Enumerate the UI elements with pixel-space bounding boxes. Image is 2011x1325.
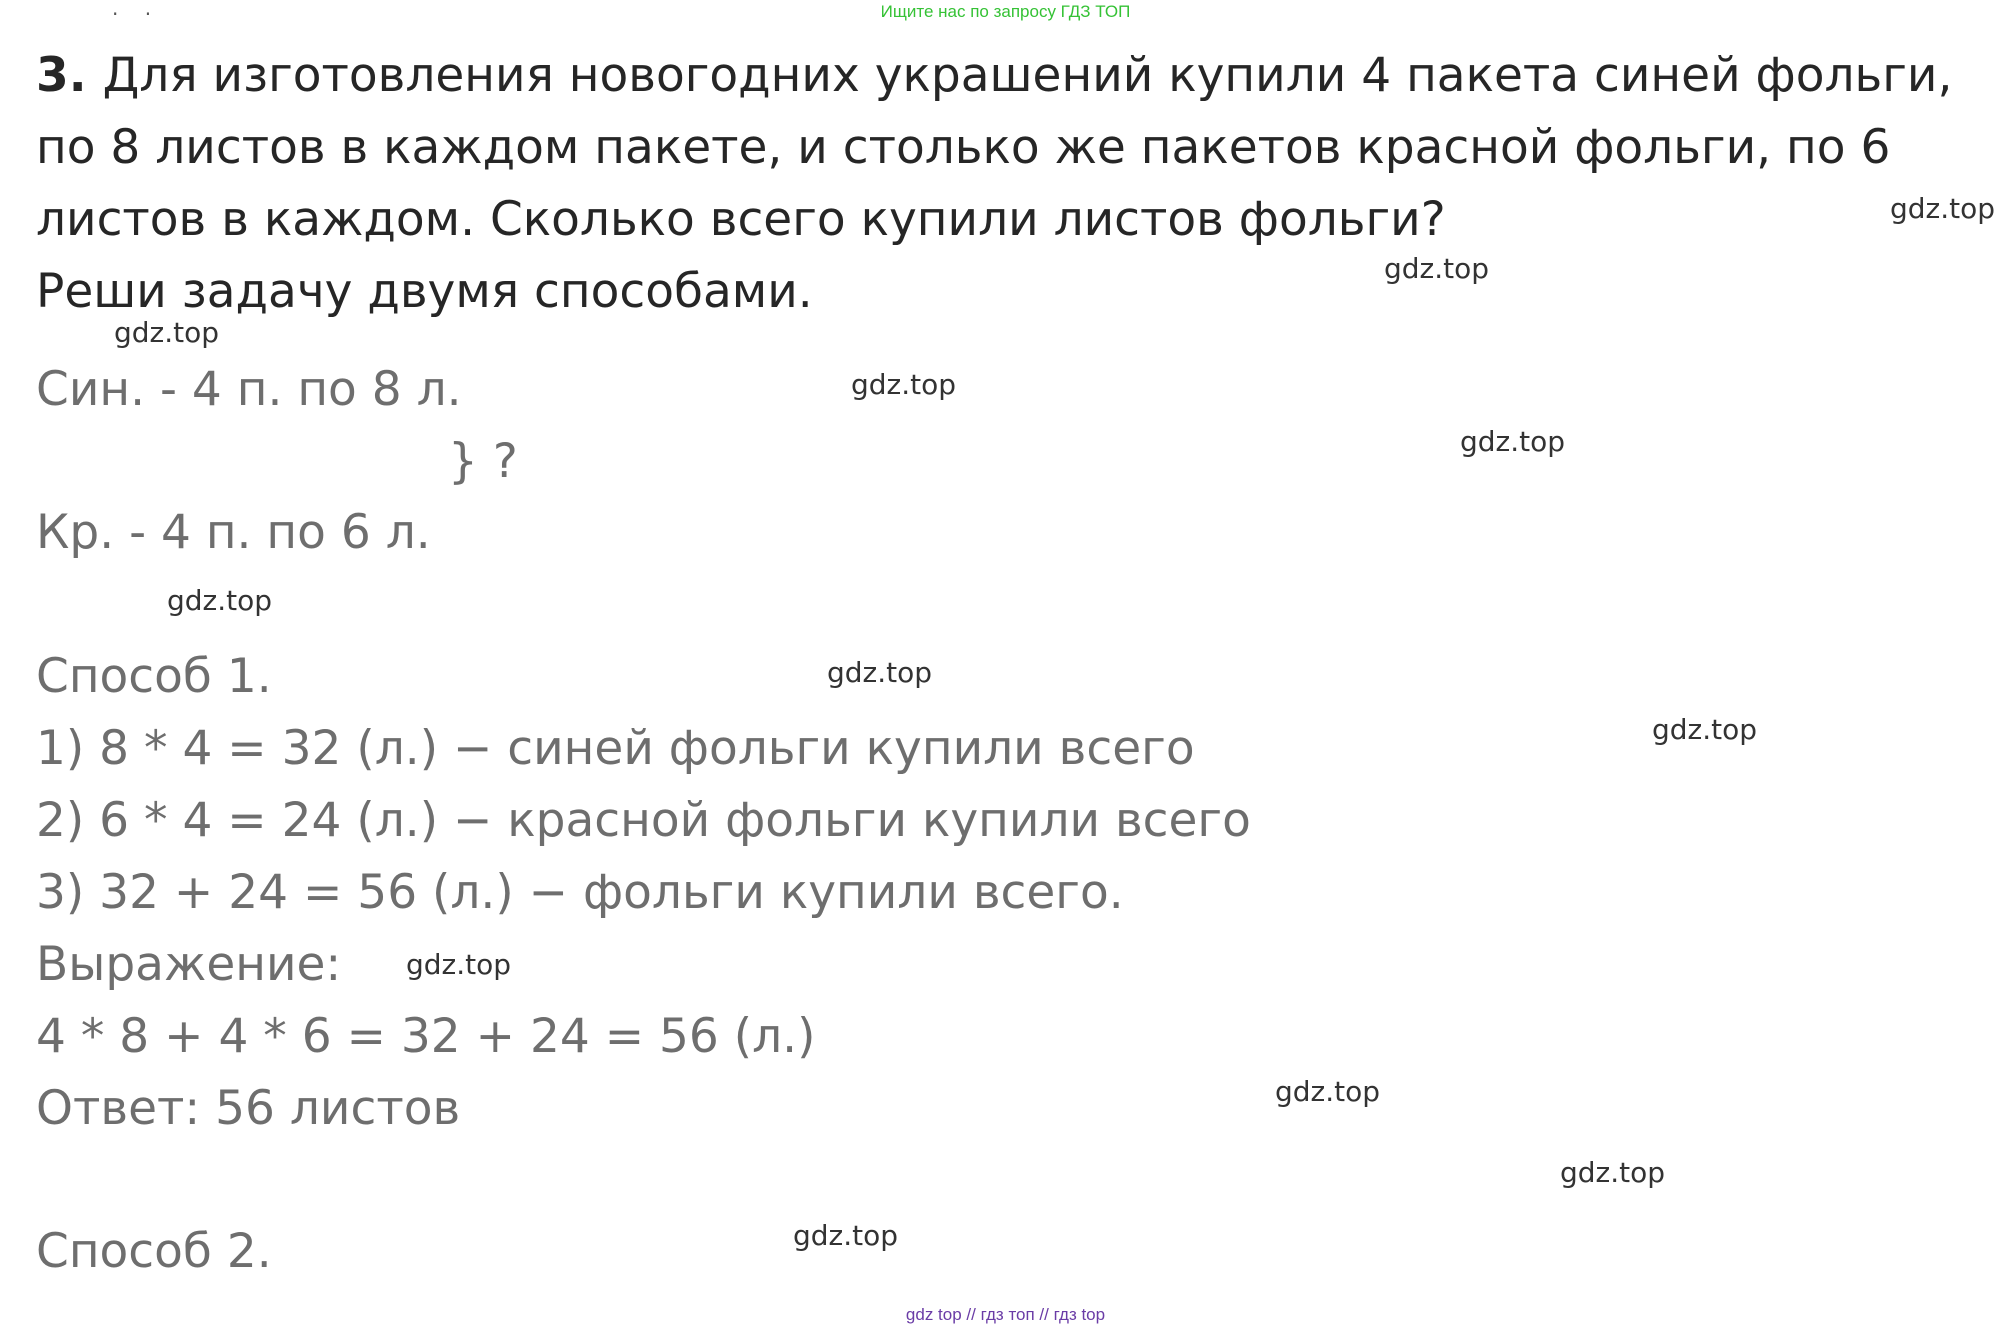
- answer: Ответ: 56 листов: [36, 1081, 461, 1136]
- watermark: gdz.top: [827, 656, 933, 689]
- condition-blue: Син. - 4 п. по 8 л.: [36, 362, 462, 417]
- method1-step-2: 2) 6 * 4 = 24 (л.) − красной фольги купили всего: [36, 793, 1251, 848]
- watermark: gdz.top: [114, 316, 220, 349]
- footer-credits: gdz top // гдз топ // гдз top: [905, 1305, 1106, 1324]
- method1-step-1: 1) 8 * 4 = 32 (л.) − синей фольги купили всего: [36, 721, 1195, 776]
- method2-title: Способ 2.: [36, 1224, 272, 1279]
- watermark: gdz.top: [1384, 252, 1490, 285]
- task-number: 3.: [36, 48, 87, 103]
- watermark: gdz.top: [1560, 1156, 1666, 1189]
- watermark: gdz.top: [793, 1219, 899, 1252]
- watermark: gdz.top: [1652, 713, 1758, 746]
- watermark: gdz.top: [851, 368, 957, 401]
- watermark: gdz.top: [167, 584, 273, 617]
- task-text: Для изготовления новогодних украшений купили 4 пакета синей фольги, по 8 листов в каждом пакете, и столько же пакетов красной фольги, по 6 листов в каждом. Сколько всего купили листов фольги?: [36, 48, 1953, 247]
- method1-title: Способ 1.: [36, 649, 272, 704]
- watermark: gdz.top: [1275, 1075, 1381, 1108]
- task-paragraph: [36, 40, 1976, 256]
- watermark: gdz.top: [1890, 192, 1996, 225]
- top-banner: Ищите нас по запросу ГДЗ ТОП: [880, 2, 1131, 21]
- condition-red: Кр. - 4 п. по 6 л.: [36, 505, 431, 560]
- task-statement: [36, 40, 1976, 328]
- corner-mark: · ·: [112, 2, 162, 26]
- expression-label: Выражение:: [36, 937, 342, 992]
- task-instruction: Реши задачу двумя способами.: [36, 264, 813, 319]
- method1-step-3: 3) 32 + 24 = 56 (л.) − фольги купили всего.: [36, 865, 1124, 920]
- watermark: gdz.top: [406, 948, 512, 981]
- condition-brace: } ?: [448, 434, 518, 489]
- watermark: gdz.top: [1460, 425, 1566, 458]
- expression: 4 * 8 + 4 * 6 = 32 + 24 = 56 (л.): [36, 1009, 816, 1064]
